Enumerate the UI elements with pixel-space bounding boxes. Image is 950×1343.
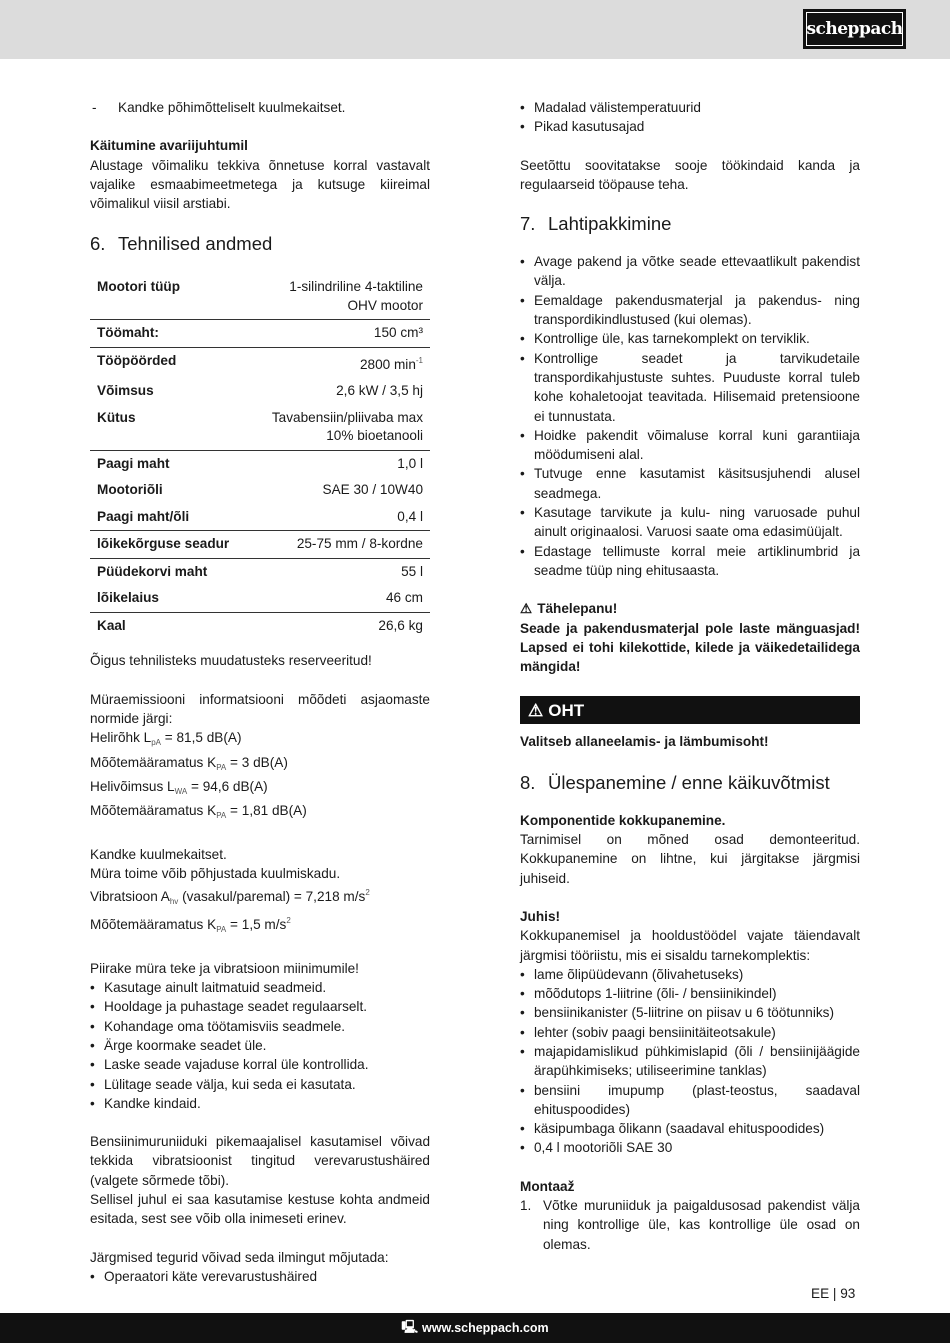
scheppach-logo (803, 9, 906, 49)
list-item: • Operaatori käte verevarustushäired (90, 1267, 430, 1286)
list-item: • majapidamislikud pühkimislapid (õli / bensiinijäägide ärapühkimiseks; utiliseerimine tanklas) (520, 1042, 860, 1081)
list-item: • Ärge koormake seadet üle. (90, 1036, 430, 1055)
factors-text: Järgmised tegurid võivad seda ilmingut mõjutada: (90, 1249, 389, 1265)
list-item: • Tutvuge enne kasutamist käsitsusjuhendi alusel seadmega. (520, 464, 860, 503)
long-use-text: Bensiinimuruniiduki pikemaajalisel kasutamisel võivad tekkida vibratsioonist tingitud verevarustushäired (valgete sõrmede tõbi). (90, 1134, 430, 1188)
spec-label: lõikekõrguse seadur (90, 531, 254, 559)
emergency-heading: Käitumine avariijuhtumil (90, 138, 248, 154)
list-item: • Lülitage seade välja, kui seda ei kasutata. (90, 1075, 430, 1094)
list-item: • Kontrollige üle, kas tarnekomplekt on terviklik. (520, 329, 860, 348)
list-item: • mõõdutops 1-liitrine (õli- / bensiinikindel) (520, 984, 860, 1003)
spec-value: 1-silindriline 4-taktiline OHV mootor (254, 274, 430, 320)
section-number: 6. (90, 233, 106, 255)
spec-value: 2,6 kW / 3,5 hj (336, 383, 423, 399)
noise-values (90, 728, 430, 825)
spec-label: Kütus (90, 405, 254, 451)
components-heading: Komponentide kokkupanemine. (520, 812, 726, 828)
spec-value: 0,4 l (254, 504, 430, 531)
hearing-damage: Müra toime võib põhjustada kuulmiskadu. (90, 865, 341, 881)
noise-line: Helirõhk $L_{pA} = 81,5$ dB(A) (90, 730, 242, 748)
list-item: • Hoidke pakendit võimaluse korral kuni garantiiaja möödumiseni alal. (520, 426, 860, 465)
list-item: • Kasutage tarvikute ja kulu- ning varuosade puhul ainult originaalosi. Varuosi saate oma edasimüüjalt. (520, 503, 860, 542)
warning-icon: ⚠ (520, 601, 533, 617)
spec-value: 25-75 mm / 8-kordne (254, 531, 430, 559)
list-item: • Avage pakend ja võtke seade ettevaatlikult pakendist välja. (520, 252, 860, 291)
spec-row (90, 531, 430, 559)
list-item: • Kohandage oma töötamisviis seadmele. (90, 1017, 430, 1036)
logo-text: scheppach (806, 12, 903, 46)
emergency-text: Alustage võimaliku tekkiva õnnetuse korral vastavalt vajalike esmaabimeetmetega ja kutsuge kiireimal võimalikul viisil arstiabi. (90, 157, 430, 212)
spec-label: lõikelaius (90, 585, 254, 612)
spec-value: 150 cm³ (254, 320, 430, 348)
danger-text: Valitseb allaneelamis- ja lämbumisoht! (520, 734, 769, 750)
vibration-value: Vibratsioon $A_{hv}$ (vasakul/paremal) = 7,218 $m/s^2$ (90, 888, 370, 907)
spec-value: 1,0 l (397, 455, 423, 471)
section-6-heading (90, 232, 430, 256)
danger-label: OHT (548, 700, 585, 720)
spec-row (90, 320, 430, 348)
spec-label: Võimsus (97, 383, 154, 399)
list-item: • 0,4 l mootoriõli SAE 30 (520, 1138, 860, 1157)
page-number: EE | 93 (811, 1286, 856, 1301)
gloves-text: Seetõttu soovitatakse sooje töökindaid kanda ja regulaarseid tööpause teha. (520, 157, 860, 192)
section-title: Lahtipakkimine (548, 213, 672, 235)
hearing-protection: Kandke kuulmekaitset. (90, 846, 227, 862)
spec-value: 26,6 kg (378, 617, 423, 633)
spec-value: 46 cm (254, 585, 430, 612)
spec-label: Mootori tüüp (90, 274, 254, 320)
section-number: 7. (520, 213, 536, 235)
spec-label: Kaal (97, 617, 126, 633)
section-7-heading (520, 212, 860, 236)
spec-row (90, 347, 430, 378)
attention-heading: ⚠ Tähelepanu! (520, 599, 860, 618)
spec-table (90, 274, 430, 639)
list-item: • Laske seade vajaduse korral üle kontrollida. (90, 1055, 430, 1074)
spec-label: Töömaht: (90, 320, 254, 348)
spec-row (90, 405, 430, 451)
spec-label: Paagi maht (97, 455, 170, 471)
spec-value: Tavabensiin/pliivaba max 10% bioetanooli (254, 405, 430, 451)
footer-bar (0, 1313, 950, 1343)
noise-intro: Müraemissiooni informatsiooni mõõdeti asjaomaste normide järgi: (90, 691, 430, 727)
minimize-list (90, 978, 430, 1113)
tools-list (520, 965, 860, 1158)
spec-label: Tööpöörded (97, 352, 177, 368)
list-item: • käsipumbaga õlikann (saadaval ehituspoodides) (520, 1119, 860, 1138)
no-data-text: Sellisel juhul ei saa kasutamise kestuse kohta andmeid esitada, sest see võib olla inimeseti erinev. (90, 1192, 430, 1227)
list-item: • Kontrollige seadet ja tarvikudetaile transpordikahjustuste suhtes. Puuduste korral tuleb kohe kohaletoojat teavitada. Hilisemaid pretensioone ei tunnustata. (520, 349, 860, 426)
spec-row (90, 504, 430, 531)
list-item: • lame õlipüüdevann (õlivahetuseks) (520, 965, 860, 984)
left-column (90, 98, 430, 1286)
danger-banner (520, 696, 860, 724)
warning-icon: ⚠ (528, 700, 544, 720)
header-bar (0, 0, 950, 59)
unpack-list (520, 252, 860, 580)
section-8-heading (520, 771, 860, 795)
minimize-heading: Piirake müra teke ja vibratsioon miinimumile! (90, 960, 359, 976)
list-item: • Pikad kasutusajad (520, 117, 860, 136)
list-item: • Kasutage ainult laitmatuid seadmeid. (90, 978, 430, 997)
spec-value: SAE 30 / 10W40 (322, 482, 423, 498)
spec-value: 2800 $\min^{-1}$ (359, 355, 423, 372)
list-item: • lehter (sobiv paagi bensiinitäiteotsakule) (520, 1023, 860, 1042)
spec-label: Püüdekorvi maht (97, 563, 208, 579)
noise-line: Mõõtemääramatus $K_{PA} = 3$ dB(A) (90, 754, 288, 772)
components-text: Tarnimisel on mõned osad demonteeritud. Kokkupanemine on lihtne, kui järgitakse järgmisi juhiseid. (520, 832, 860, 886)
vibration-uncertainty: Mõõtemääramatus $K_{PA} = 1,5$ $m/s^2$ (90, 916, 291, 935)
list-item: • Madalad välistemperatuurid (520, 98, 860, 117)
list-item: • Hooldage ja puhastage seadet regulaarselt. (90, 997, 430, 1016)
spec-label: Mootoriõli (97, 482, 163, 498)
hint-heading: Juhis! (520, 908, 561, 924)
spec-row (90, 274, 430, 320)
list-item: • Eemaldage pakendusmaterjal ja pakendus- ning transpordikindlustused (kui olemas). (520, 291, 860, 330)
monitor-icon: 🖳 (401, 1319, 419, 1334)
montage-step: 1. Võtke muruniiduk ja paigaldusosad pakendist välja ning kontrollige üle, kas kontrollige üle osad on olemas. (520, 1196, 860, 1254)
spec-row (90, 450, 430, 477)
section-title: Ülespanemine / enne käikuvõtmist (548, 771, 830, 793)
list-item: • bensiinikanister (5-liitrine on piisav u 6 töötunniks) (520, 1003, 860, 1022)
spec-row (90, 477, 430, 504)
list-item: • Edastage tellimuste korral meie artiklinumbrid ja seadme tüüp ning ehitusaasta. (520, 542, 860, 581)
right-column (520, 98, 860, 1254)
factors-list-continued (520, 98, 860, 137)
spec-row (90, 378, 430, 405)
montage-heading: Montaaž (520, 1178, 575, 1194)
noise-line: Mõõtemääramatus $K_{PA} = 1,81$ dB(A) (90, 803, 307, 821)
intro-list (90, 98, 430, 117)
factors-list (90, 1267, 430, 1286)
spec-row (90, 585, 430, 612)
montage-steps (520, 1196, 860, 1254)
spec-row (90, 558, 430, 585)
spec-label: Paagi maht/õli (90, 504, 254, 531)
section-number: 8. (520, 771, 536, 793)
list-item: • Kandke kindaid. (90, 1094, 430, 1113)
spec-row (90, 612, 430, 639)
hint-text: Kokkupanemisel ja hooldustöödel vajate täiendavalt järgmisi tööriistu, mis ei sisaldu tarnekomplektis: (520, 928, 860, 963)
reserve-note: Õigus tehnilisteks muudatusteks reserveeritud! (90, 653, 372, 669)
list-item: - Kandke põhimõtteliselt kuulmekaitset. (90, 98, 430, 117)
attention-text: Seade ja pakendusmaterjal pole laste mänguasjad! Lapsed ei tohi kilekottide, kilede ja väikedetailidega mängida! (520, 620, 860, 675)
spec-value: 55 l (401, 563, 423, 579)
section-title: Tehnilised andmed (118, 233, 273, 255)
list-item: • bensiini imupump (plast-teostus, saadaval ehituspoodides) (520, 1081, 860, 1120)
footer-url[interactable]: www.scheppach.com (422, 1321, 549, 1335)
noise-line: Helivõimsus $L_{WA} = 94,6$ dB(A) (90, 778, 268, 796)
